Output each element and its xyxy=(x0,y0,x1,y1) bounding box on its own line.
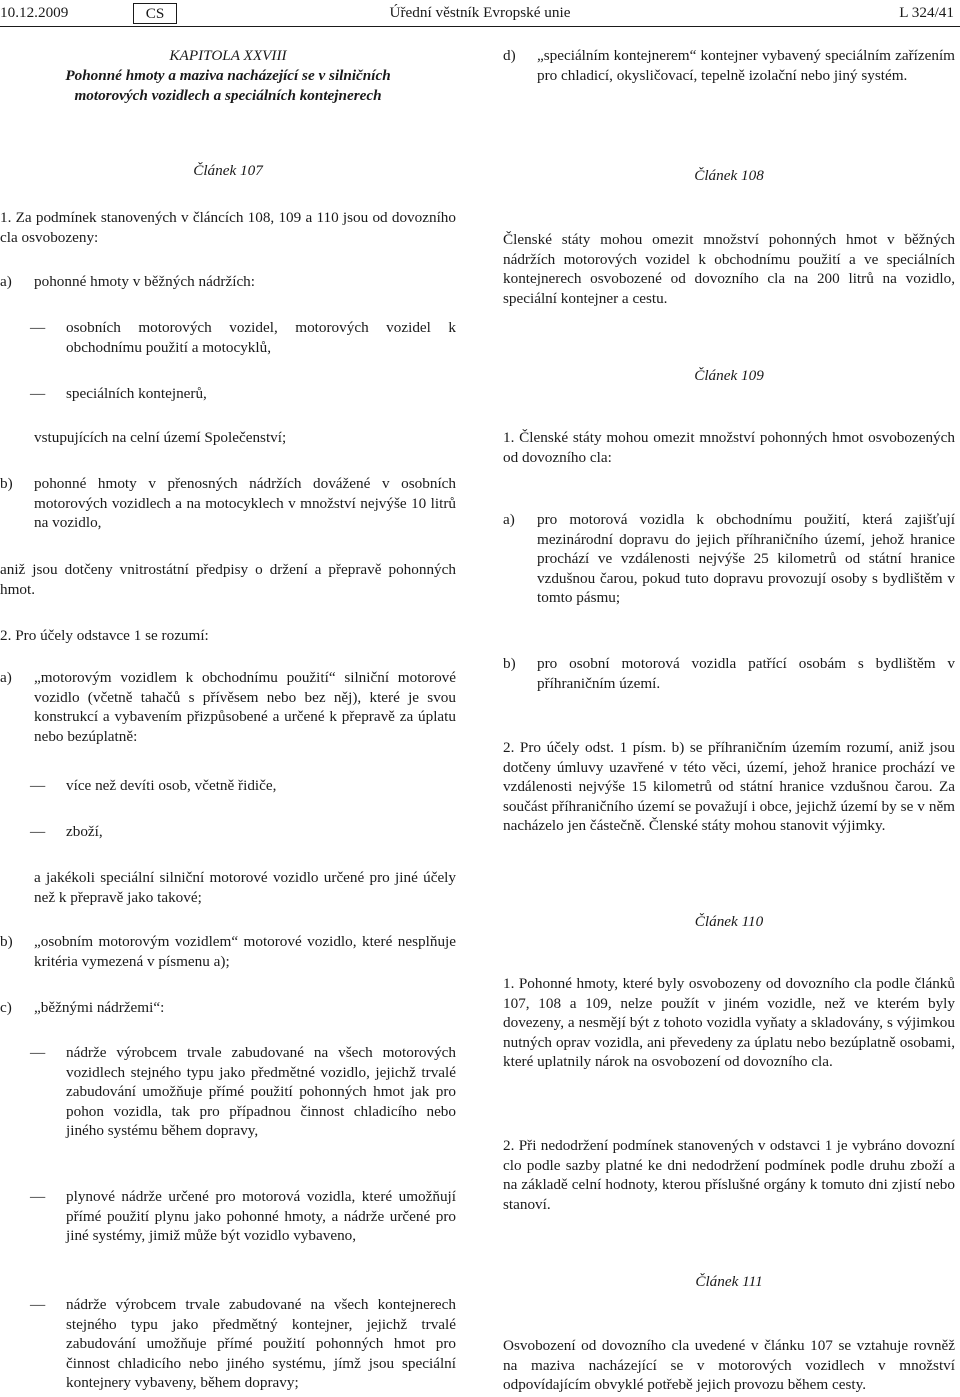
art107-paragraph-1-end: aniž jsou dotčeny vnitrostátní předpisy o držení a přepravě pohonných hmot. xyxy=(0,561,456,598)
art107-p2-item-d xyxy=(503,46,955,85)
item-label: b) xyxy=(0,475,13,492)
art107-p2-c-dash-1 xyxy=(0,1043,456,1141)
item-text: pohonné hmoty v přenosných nádržích dovážené v osobních motorových vozidlech a na motocyklech v množství nejvýše 10 litrů na vozidlo, xyxy=(34,475,456,531)
dash-marker: — xyxy=(30,777,46,794)
item-label: b) xyxy=(0,933,13,950)
article-111-heading: Článek 111 xyxy=(695,1273,763,1290)
dash-text: speciálních kontejnerů, xyxy=(66,385,207,402)
dash-marker: — xyxy=(30,823,46,840)
language-badge: CS xyxy=(133,3,177,24)
art109-paragraph-2: 2. Pro účely odst. 1 písm. b) se příhraničním územím rozumí, aniž jsou dotčeny úmluvy uzavřené v této věci, území, jehož hranice prochází ve vzdálenosti nejvýše 15 kilometrů od státní hranice vzdušnou čarou. Za součást příhraničního území se považují i obce, jejichž území by se v něm nacházelo jen částečně. Členské státy mohou stanovit výjimky. xyxy=(503,739,955,834)
art107-p2-a-tail: a jakékoli speciální silniční motorové vozidlo určené pro jiné účely než k přepravě jako takové; xyxy=(34,869,456,906)
art107-item-a xyxy=(0,272,456,292)
dash-text: plynové nádrže určené pro motorová vozidla, které umožňují přímé použití plynu jako pohonné hmoty, a nádrže určené pro jiné systémy, jimiž může být vozidlo vybaveno, xyxy=(66,1188,456,1244)
article-108-heading: Článek 108 xyxy=(694,167,764,184)
dash-marker: — xyxy=(30,385,46,402)
art110-paragraph-2: 2. Při nedodržení podmínek stanovených v odstavci 1 je vybráno dovozní clo podle sazby platné ke dni nedodržení podmínek podle druhu zboží a na základě celní hodnoty, kterou příslušné orgány k tomuto dni zjistí nebo stanoví. xyxy=(503,1137,955,1213)
item-text: „osobním motorovým vozidlem“ motorové vozidlo, které nesplňuje kritéria vymezená v písmenu a); xyxy=(34,933,456,970)
art107-p2-item-a xyxy=(0,668,456,746)
dash-text: nádrže výrobcem trvale zabudované na všech motorových vozidlech stejného typu jako předmětné vozidlo, jejichž trvalé zabudování umožňuje přímé použití pohonných hmot jak pro pohon vozidla, tak pro případnou činnost chladicího nebo jiného systému během dopravy, xyxy=(66,1044,456,1139)
journal-title: Úřední věstník Evropské unie xyxy=(389,4,571,21)
art107-p2-item-c xyxy=(0,998,456,1018)
article-107-heading: Článek 107 xyxy=(193,162,263,179)
art107-a-dash-2 xyxy=(0,384,456,404)
item-label: a) xyxy=(0,273,12,290)
article-110-heading: Článek 110 xyxy=(694,913,764,930)
item-text: pro osobní motorová vozidla patřící osobám s bydlištěm v příhraničním území. xyxy=(537,655,955,692)
header-rule xyxy=(0,26,960,27)
dash-marker: — xyxy=(30,1296,46,1313)
item-text: pohonné hmoty v běžných nádržích: xyxy=(34,273,255,290)
art107-paragraph-1: 1. Za podmínek stanovených v článcích 108, 109 a 110 jsou od dovozního cla osvobozeny: xyxy=(0,209,456,246)
art107-a-tail: vstupujících na celní území Společenství; xyxy=(34,429,287,446)
item-label: a) xyxy=(0,669,12,686)
dash-marker: — xyxy=(30,1188,46,1205)
art107-p2-a-dash-2 xyxy=(0,822,456,842)
art108-text: Členské státy mohou omezit množství pohonných hmot v běžných nádržích motorových vozidel k obchodnímu použití a ve speciálních kontejnerech osvobozené od dovozního cla na 200 litrů na vozidlo, speciální kontejner a cestu. xyxy=(503,231,955,307)
art107-a-dash-1 xyxy=(0,318,456,357)
chapter-number: KAPITOLA XXVIII xyxy=(169,47,287,64)
item-text: pro motorová vozidla k obchodnímu použití, která zajišťují mezinárodní dopravu do jejich příhraničního území, jehož hranice prochází ve vzdálenosti nejvýše 25 kilometrů od státní hranice vzdušnou čarou, pokud tuto dopravu provozují osoby s bydlištěm v tomto pásmu; xyxy=(537,511,955,606)
item-text: „speciálním kontejnerem“ kontejner vybavený speciálním zařízením pro chladicí, okysličovací, tepelně izolační nebo jiný systém. xyxy=(537,47,955,84)
item-label: c) xyxy=(0,999,12,1016)
dash-text: nádrže výrobcem trvale zabudované na všech kontejnerech stejného typu jako předmětný kontejner, jejichž trvalé zabudování umožňuje přímé použití pohonných hmot pro činnost chladicího nebo jiného systému, jímž jsou speciální kontejnery vybaveny, během dopravy; xyxy=(66,1296,456,1391)
dash-text: osobních motorových vozidel, motorových vozidel k obchodnímu použití a motocyklů, xyxy=(66,319,456,356)
art109-paragraph-1: 1. Členské státy mohou omezit množství pohonných hmot osvobozených od dovozního cla: xyxy=(503,429,955,466)
item-text: „motorovým vozidlem k obchodnímu použití“ silniční motorové vozidlo (včetně tahačů s přívěsem nebo bez něj), které je svou konstrukcí a vybavením přizpůsobené a určené k přepravě za úplatu nebo bezúplatně: xyxy=(34,669,456,745)
article-109-heading: Článek 109 xyxy=(694,367,764,384)
art109-item-a xyxy=(503,510,955,608)
chapter-title-line-1: Pohonné hmoty a maziva nacházející se v silničních xyxy=(65,67,391,84)
item-text: „běžnými nádržemi“: xyxy=(34,999,165,1016)
art107-p2-c-dash-2 xyxy=(0,1187,456,1246)
item-label: a) xyxy=(503,511,515,528)
dash-text: více než devíti osob, včetně řidiče, xyxy=(66,777,277,794)
dash-marker: — xyxy=(30,319,46,336)
chapter-title-line-2: motorových vozidlech a speciálních kontejnerech xyxy=(74,87,382,104)
art107-paragraph-2: 2. Pro účely odstavce 1 se rozumí: xyxy=(0,627,209,644)
page-reference: L 324/41 xyxy=(899,4,954,21)
item-label: d) xyxy=(503,47,516,64)
item-label: b) xyxy=(503,655,516,672)
art107-p2-a-dash-1 xyxy=(0,776,456,796)
dash-text: zboží, xyxy=(66,823,103,840)
art110-paragraph-1: 1. Pohonné hmoty, které byly osvobozeny od dovozního cla podle článků 107, 108 a 109, nelze použít v jiném vozidle, než ve kterém byly dovezeny, a nesmějí být z tohoto vozidla vyňaty a skladovány, s výjimkou nutných oprav vozidla, ani převedeny za úplatu nebo bezúplatně osobami, které uplatnily nárok na osvobození od dovozního cla. xyxy=(503,975,955,1070)
art107-p2-c-dash-3 xyxy=(0,1295,456,1393)
art109-item-b xyxy=(503,654,955,693)
art107-item-b xyxy=(0,474,456,533)
art111-text: Osvobození od dovozního cla uvedené v článku 107 se vztahuje rovněž na maziva nacházející se v motorových vozidlech v množství odpovídajícím obvyklé potřebě jejich provozu během cesty. xyxy=(503,1337,955,1393)
publication-date: 10.12.2009 xyxy=(0,4,69,21)
page-header xyxy=(0,3,960,25)
art107-p2-item-b xyxy=(0,932,456,971)
dash-marker: — xyxy=(30,1044,46,1061)
